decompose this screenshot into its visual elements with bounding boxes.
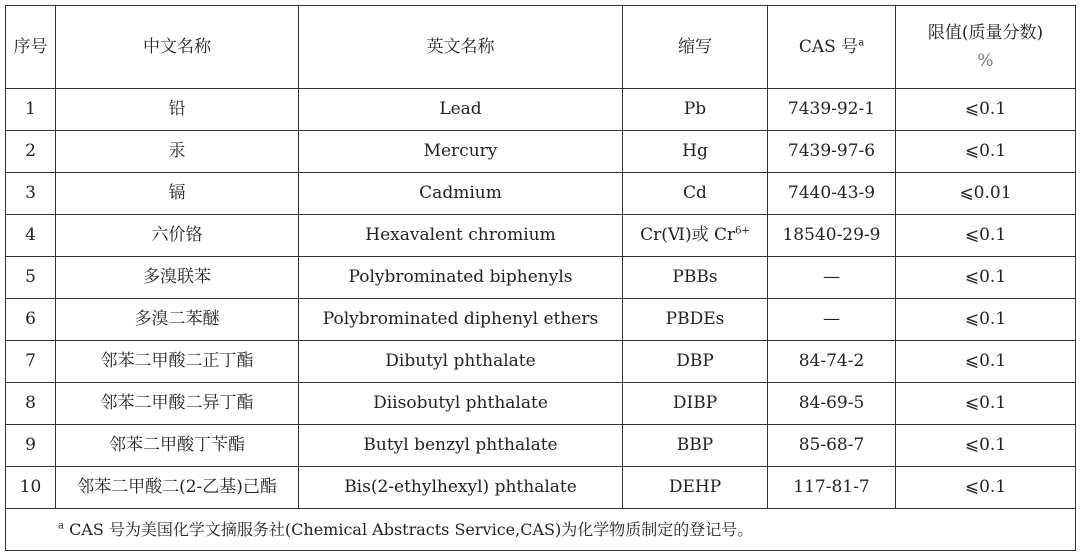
- cell-zh-text: 汞: [168, 141, 186, 162]
- cell-limit-text: ⩽0.1: [964, 141, 1007, 162]
- cell-no: [6, 215, 56, 257]
- cell-en: [299, 467, 623, 509]
- cell-zh-text: 邻苯二甲酸二异丁酯: [100, 393, 254, 414]
- cell-no-text: 5: [25, 267, 36, 288]
- cell-zh-text: 邻苯二甲酸二(2-乙基)己酯: [77, 477, 277, 498]
- cell-en-text: Lead: [439, 99, 482, 120]
- cell-no: [6, 467, 56, 509]
- cell-limit-text: ⩽0.1: [964, 99, 1007, 120]
- cell-zh: [56, 257, 299, 299]
- cell-abbr-text: DBP: [676, 351, 714, 372]
- cell-no: [6, 299, 56, 341]
- header-en: [299, 6, 623, 89]
- cell-en: [299, 215, 623, 257]
- cell-en-text: Polybrominated biphenyls: [348, 267, 573, 288]
- cell-cas-text: —: [823, 309, 840, 330]
- table-row: [6, 215, 1076, 257]
- cell-cas: [768, 341, 896, 383]
- table-body: [6, 89, 1076, 509]
- table-row: [6, 341, 1076, 383]
- cell-no: [6, 425, 56, 467]
- header-limit: [896, 6, 1076, 89]
- cell-en: [299, 257, 623, 299]
- table-row: [6, 131, 1076, 173]
- cell-abbr-text: Cr(Ⅵ)或 Cr: [640, 225, 736, 246]
- table-row: [6, 467, 1076, 509]
- cell-abbr-superscript: 6+: [735, 225, 750, 237]
- cell-limit-text: ⩽0.1: [964, 435, 1007, 456]
- cell-limit: [896, 215, 1076, 257]
- cell-no-text: 9: [25, 435, 36, 456]
- cell-limit: [896, 173, 1076, 215]
- cell-cas-text: 117-81-7: [793, 477, 870, 498]
- cell-no: [6, 173, 56, 215]
- cell-no-text: 8: [25, 393, 36, 414]
- cell-cas: [768, 131, 896, 173]
- cell-en: [299, 299, 623, 341]
- cell-cas-text: 7439-97-6: [787, 141, 876, 162]
- cell-cas: [768, 257, 896, 299]
- footnote-text: CAS 号为美国化学文摘服务社(Chemical Abstracts Service,CAS)为化学物质制定的登记号。: [69, 519, 754, 539]
- cell-abbr-text: DIBP: [672, 393, 718, 414]
- cell-abbr-text: BBP: [676, 435, 714, 456]
- header-no: [6, 6, 56, 89]
- cell-en-text: Butyl benzyl phthalate: [363, 435, 558, 456]
- cell-limit: [896, 89, 1076, 131]
- cell-en-text: Mercury: [423, 141, 498, 162]
- header-en-label: 英文名称: [426, 36, 495, 57]
- cell-en-text: Diisobutyl phthalate: [373, 393, 548, 414]
- cell-cas: [768, 89, 896, 131]
- cell-zh: [56, 215, 299, 257]
- cell-limit-text: ⩽0.1: [964, 351, 1007, 372]
- cell-abbr: [623, 425, 768, 467]
- header-zh: [56, 6, 299, 89]
- cell-abbr: [623, 215, 768, 257]
- cell-zh: [56, 173, 299, 215]
- cell-no-text: 1: [25, 99, 36, 120]
- cell-limit: [896, 299, 1076, 341]
- cell-en: [299, 89, 623, 131]
- cell-abbr: [623, 89, 768, 131]
- cell-en-text: Hexavalent chromium: [365, 225, 556, 246]
- cell-abbr-text: PBBs: [672, 267, 718, 288]
- cell-no-text: 3: [25, 183, 36, 204]
- cell-limit: [896, 257, 1076, 299]
- cell-cas-text: 18540-29-9: [782, 225, 881, 246]
- cell-zh: [56, 299, 299, 341]
- cell-en: [299, 173, 623, 215]
- header-zh-label: 中文名称: [143, 36, 211, 57]
- cell-zh: [56, 383, 299, 425]
- cell-abbr-text: Hg: [682, 141, 708, 162]
- cell-cas-text: 85-68-7: [798, 435, 865, 456]
- cell-cas-text: 7440-43-9: [787, 183, 876, 204]
- cell-limit-text: ⩽0.1: [964, 225, 1007, 246]
- cell-abbr-text: DEHP: [668, 477, 722, 498]
- cell-abbr: [623, 383, 768, 425]
- cell-zh-text: 邻苯二甲酸丁苄酯: [109, 435, 245, 456]
- cell-en-text: Dibutyl phthalate: [385, 351, 536, 372]
- cell-cas: [768, 467, 896, 509]
- footnote-row: [6, 509, 1076, 551]
- cell-cas-text: 84-74-2: [798, 351, 865, 372]
- cell-limit-text: ⩽0.1: [964, 267, 1007, 288]
- footnote-mark: a: [58, 520, 64, 532]
- cell-abbr: [623, 131, 768, 173]
- cell-limit: [896, 467, 1076, 509]
- cell-zh-text: 邻苯二甲酸二正丁酯: [100, 351, 254, 372]
- cell-cas: [768, 299, 896, 341]
- header-limit-unit: %: [977, 51, 994, 71]
- header-no-label: 序号: [13, 36, 48, 57]
- cell-cas-text: 7439-92-1: [787, 99, 876, 120]
- cell-no-text: 6: [25, 309, 36, 330]
- cell-limit: [896, 383, 1076, 425]
- cell-en: [299, 425, 623, 467]
- cell-no: [6, 257, 56, 299]
- cell-no: [6, 383, 56, 425]
- cell-zh-text: 铅: [168, 99, 186, 120]
- cell-limit-text: ⩽0.1: [964, 477, 1007, 498]
- cell-limit-text: ⩽0.1: [964, 309, 1007, 330]
- cell-abbr: [623, 257, 768, 299]
- cell-zh-text: 六价铬: [151, 225, 203, 246]
- cell-limit-text: ⩽0.1: [964, 393, 1007, 414]
- cell-en-text: Polybrominated diphenyl ethers: [322, 309, 599, 330]
- cell-limit: [896, 425, 1076, 467]
- cell-no: [6, 131, 56, 173]
- cell-zh: [56, 341, 299, 383]
- cell-abbr-text: PBDEs: [665, 309, 725, 330]
- cell-en: [299, 131, 623, 173]
- cell-zh-text: 多溴联苯: [143, 267, 211, 288]
- cell-abbr: [623, 341, 768, 383]
- cell-en-text: Bis(2-ethylhexyl) phthalate: [344, 477, 577, 498]
- cell-abbr-text: Pb: [683, 99, 707, 120]
- cell-no: [6, 89, 56, 131]
- cell-cas: [768, 173, 896, 215]
- cell-zh: [56, 467, 299, 509]
- header-cas-footnote-mark: a: [858, 37, 865, 49]
- substance-limit-table: [5, 5, 1076, 551]
- cell-en: [299, 383, 623, 425]
- cell-en-text: Cadmium: [419, 183, 502, 204]
- cell-no-text: 10: [19, 477, 42, 498]
- cell-abbr-text: Cd: [683, 183, 707, 204]
- cell-no-text: 4: [25, 225, 36, 246]
- cell-cas: [768, 215, 896, 257]
- cell-no: [6, 341, 56, 383]
- header-limit-label: 限值(质量分数): [927, 22, 1044, 43]
- cell-no-text: 2: [25, 141, 36, 162]
- cell-en: [299, 341, 623, 383]
- cell-abbr: [623, 173, 768, 215]
- cell-limit-text: ⩽0.01: [959, 183, 1012, 204]
- header-cas-label: CAS 号: [798, 36, 859, 57]
- cell-limit: [896, 131, 1076, 173]
- cell-zh: [56, 425, 299, 467]
- cell-zh: [56, 131, 299, 173]
- cell-abbr: [623, 467, 768, 509]
- table-row: [6, 383, 1076, 425]
- cell-abbr: [623, 299, 768, 341]
- cell-zh-text: 镉: [168, 183, 186, 204]
- cell-cas: [768, 383, 896, 425]
- table-row: [6, 299, 1076, 341]
- header-abbr-label: 缩写: [678, 36, 712, 57]
- header-cas: [768, 6, 896, 89]
- table-row: [6, 425, 1076, 467]
- table-row: [6, 257, 1076, 299]
- cell-cas: [768, 425, 896, 467]
- cell-zh-text: 多溴二苯醚: [134, 309, 220, 330]
- table-row: [6, 173, 1076, 215]
- cell-limit: [896, 341, 1076, 383]
- cell-no-text: 7: [25, 351, 36, 372]
- cell-cas-text: —: [823, 267, 840, 288]
- table-row: [6, 89, 1076, 131]
- table-header-row: [6, 6, 1076, 89]
- cell-zh: [56, 89, 299, 131]
- header-abbr: [623, 6, 768, 89]
- footnote-cell: [6, 509, 1076, 551]
- cell-cas-text: 84-69-5: [798, 393, 865, 414]
